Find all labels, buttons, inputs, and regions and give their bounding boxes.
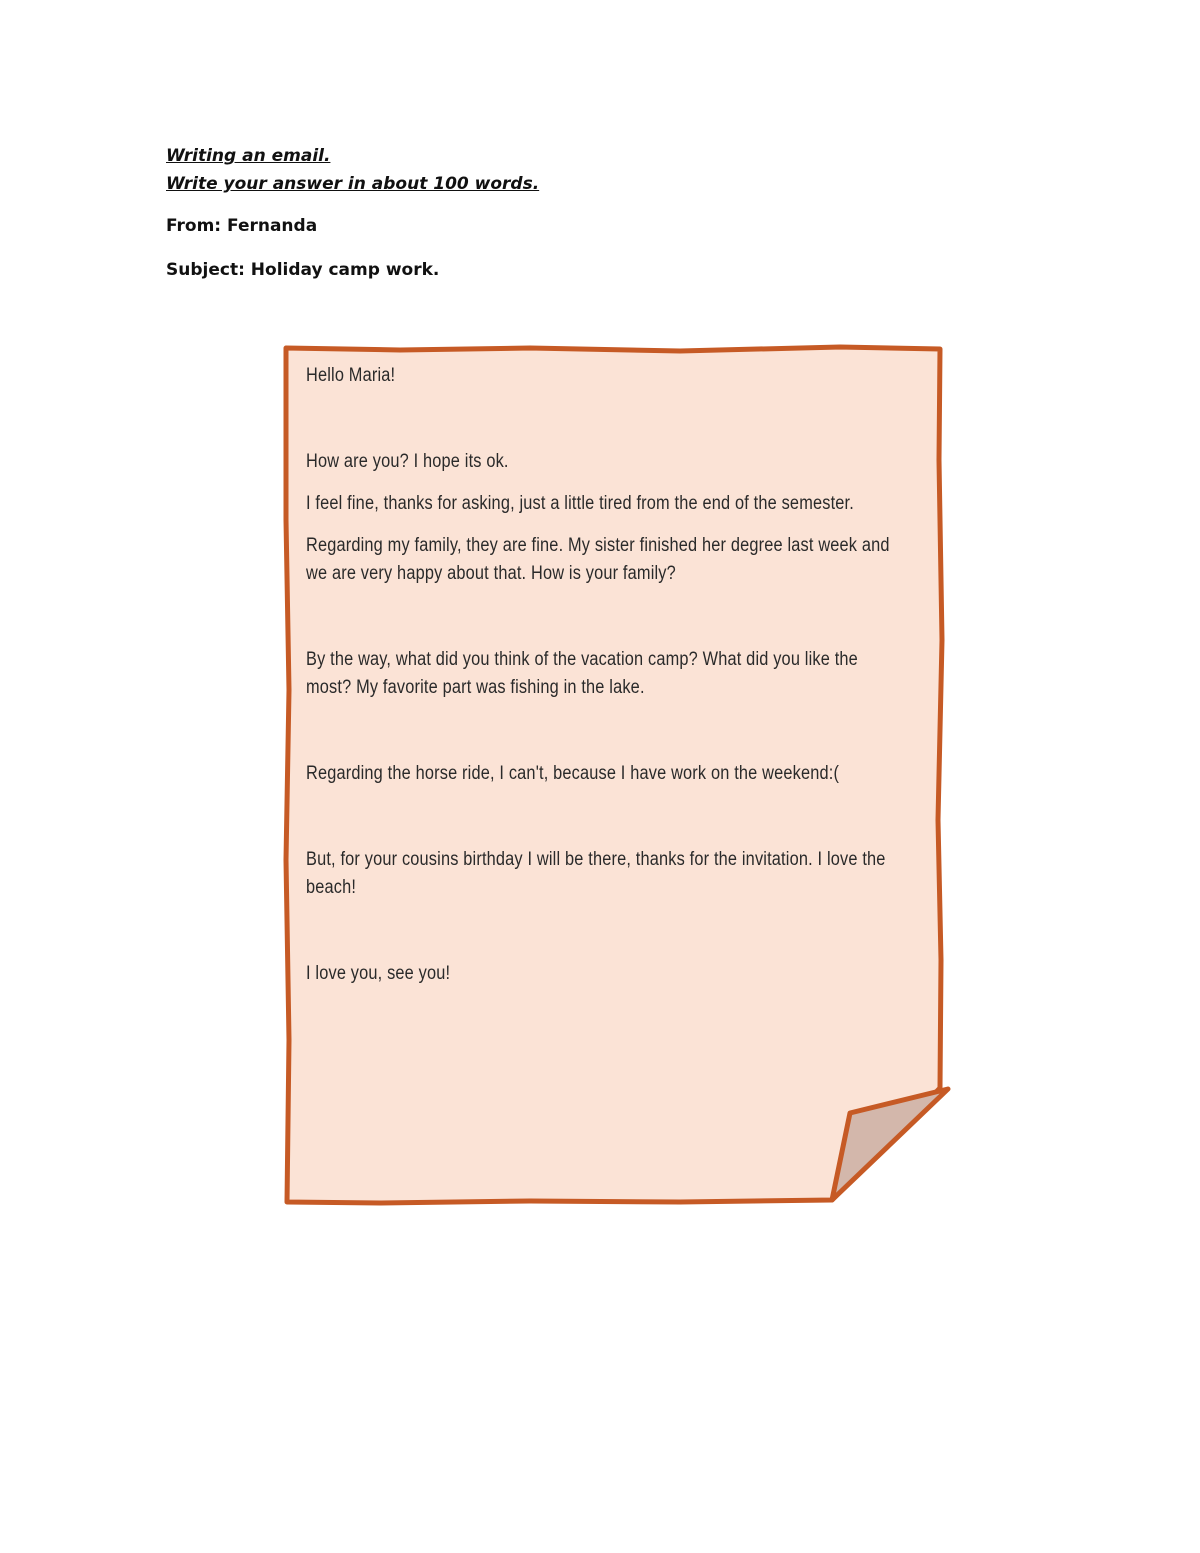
task-title: Writing an email.: [166, 146, 331, 166]
letter-body: [306, 362, 890, 988]
task-instruction: Write your answer in about 100 words.: [166, 174, 540, 194]
letter-paragraph: Regarding the horse ride, I can't, because I have work on the weekend:(: [306, 763, 840, 784]
email-from: From: Fernanda: [166, 216, 318, 236]
letter-paragraph: I feel fine, thanks for asking, just a little tired from the end of the semester.: [306, 493, 854, 514]
letter-closing: I love you, see you!: [306, 963, 451, 984]
letter-paper: [280, 340, 960, 1215]
letter-paragraph: How are you? I hope its ok.: [306, 451, 509, 472]
letter-greeting: Hello Maria!: [306, 365, 396, 386]
letter-paragraph: Regarding my family, they are fine. My sister finished her degree last week and we are very happy about that. How is your family?: [306, 535, 890, 584]
letter-paragraph: But, for your cousins birthday I will be there, thanks for the invitation. I love the beach!: [306, 849, 886, 898]
task-header: [166, 142, 966, 282]
email-subject: Subject: Holiday camp work.: [166, 260, 440, 280]
letter-paragraph: By the way, what did you think of the vacation camp? What did you like the most? My favorite part was fishing in the lake.: [306, 649, 858, 698]
